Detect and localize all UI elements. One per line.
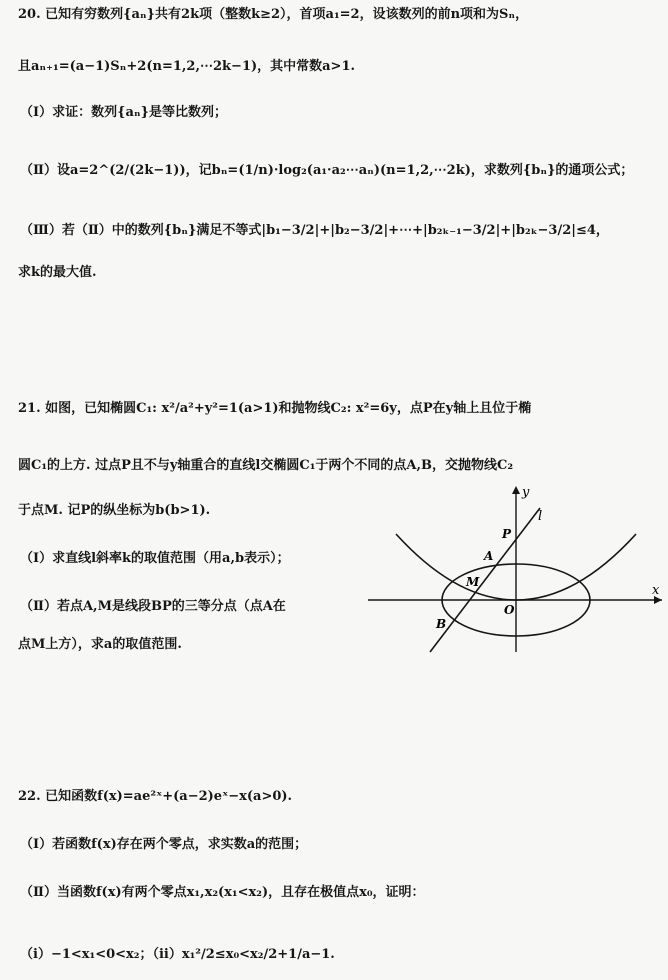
q21-line1: 21. 如图，已知椭圆C₁: x²/a²+y²=1(a>1)和抛物线C₂: x²=6y，点P在y轴上且位于椭 xyxy=(18,401,532,416)
ellipse-parabola-diagram xyxy=(368,484,666,654)
label-o: O xyxy=(504,603,515,617)
label-b: B xyxy=(436,617,447,631)
q21-part2b: 点M上方），求a的取值范围. xyxy=(18,637,182,652)
q20-part1: （Ⅰ）求证：数列{aₙ}是等比数列； xyxy=(20,105,227,120)
q22-part3: （i）−1<x₁<0<x₂；（ii）x₁²/2≤x₀<x₂/2+1/a−1. xyxy=(20,947,335,962)
q21-figure xyxy=(368,484,666,654)
q20-part2: （Ⅱ）设a=2^(2/(2k−1))，记bₙ=(1/n)·log₂(a₁·a₂⋯aₙ)(n=1,2,⋯2k)，求数列{bₙ}的通项公式； xyxy=(20,163,634,178)
label-m: M xyxy=(466,575,480,589)
label-x: x xyxy=(652,583,660,598)
q20-line2: 且aₙ₊₁=(a−1)Sₙ+2(n=1,2,⋯2k−1)，其中常数a>1. xyxy=(18,59,356,74)
label-l: l xyxy=(538,509,543,524)
line-l xyxy=(430,508,543,652)
q22-part2: （Ⅱ）当函数f(x)有两个零点x₁,x₂(x₁<x₂)，且存在极值点x₀，证明： xyxy=(20,885,425,900)
q22-line1: 22. 已知函数f(x)=ae²ˣ+(a−2)eˣ−x(a>0). xyxy=(18,789,293,804)
q20-line1: 20. 已知有穷数列{aₙ}共有2k项（整数k≥2），首项a₁=2，设该数列的前n项和为Sₙ， xyxy=(18,7,529,22)
q21-part1: （Ⅰ）求直线l斜率k的取值范围（用a,b表示）； xyxy=(20,551,290,566)
label-a: A xyxy=(484,549,494,563)
q20-part3b: 求k的最大值. xyxy=(18,265,97,280)
q20-part3: （Ⅲ）若（Ⅱ）中的数列{bₙ}满足不等式|b₁−3/2|+|b₂−3/2|+⋯+|b₂ₖ₋₁−3/2|+|b₂ₖ−3/2|≤4， xyxy=(20,223,609,238)
label-p: P xyxy=(502,527,512,541)
q22-part1: （Ⅰ）若函数f(x)存在两个零点，求实数a的范围； xyxy=(20,837,308,852)
q21-part2: （Ⅱ）若点A,M是线段BP的三等分点（点A在 xyxy=(20,599,286,614)
q21-line2: 圆C₁的上方. 过点P且不与y轴重合的直线l交椭圆C₁于两个不同的点A,B，交抛物线C₂ xyxy=(18,458,514,473)
q21-line3: 于点M. 记P的纵坐标为b(b>1). xyxy=(18,503,211,518)
y-axis-arrow xyxy=(512,486,520,494)
label-y: y xyxy=(522,485,530,500)
